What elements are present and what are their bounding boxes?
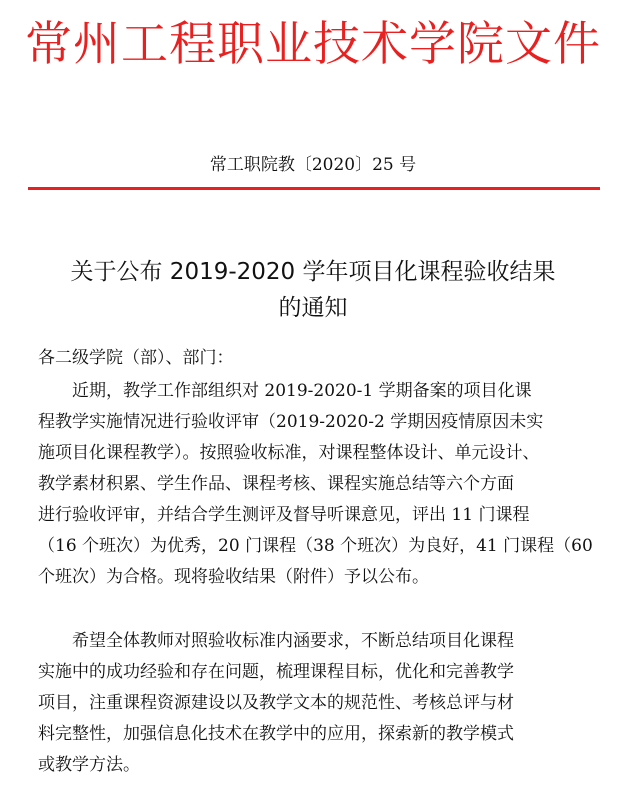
document-number: 常工职院教〔2020〕25 号 (209, 155, 417, 175)
paragraph-line: 项目，注重课程资源建设以及教学文本的规范性、考核总评与材 (38, 693, 514, 713)
paragraph-line: 程教学实施情况进行验收评审（2019-2020-2 学期因疫情原因未实 (38, 412, 544, 432)
paragraph-line: 料完整性，加强信息化技术在教学中的应用，探索新的教学模式 (38, 724, 514, 744)
paragraph-line: 实施中的成功经验和存在问题，梳理课程目标，优化和完善教学 (38, 662, 514, 682)
red-divider-line (28, 187, 600, 190)
paragraph-line: 希望全体教师对照验收标准内涵要求，不断总结项目化课程 (72, 631, 514, 651)
salutation: 各二级学院（部）、部门： (38, 348, 234, 368)
notice-title-line: 关于公布 2019-2020 学年项目化课程验收结果 (70, 259, 556, 285)
paragraph-1 (38, 376, 603, 593)
notice-title-line: 的通知 (278, 295, 348, 321)
paragraph-line: 教学素材积累、学生作品、课程考核、课程实施总结等六个方面 (38, 474, 514, 494)
paragraph-line: 施项目化课程教学）。按照验收标准，对课程整体设计、单元设计、 (38, 443, 540, 463)
paragraph-line: 或教学方法。 (38, 755, 140, 775)
paragraph-line: 进行验收评审，并结合学生测评及督导听课意见，评出 11 门课程 (38, 505, 530, 525)
notice-title (0, 254, 626, 326)
paragraph-line: 个班次）为合格。现将验收结果（附件）予以公布。 (38, 567, 429, 587)
paragraph-line: （16 个班次）为优秀，20 门课程（38 个班次）为良好，41 门课程（60 (38, 536, 593, 556)
paragraph-2 (38, 626, 603, 781)
paragraph-line: 近期，教学工作部组织对 2019-2020-1 学期备案的项目化课 (72, 381, 532, 401)
org-letterhead-title: 常州工程职业技术学院文件 (25, 17, 601, 72)
